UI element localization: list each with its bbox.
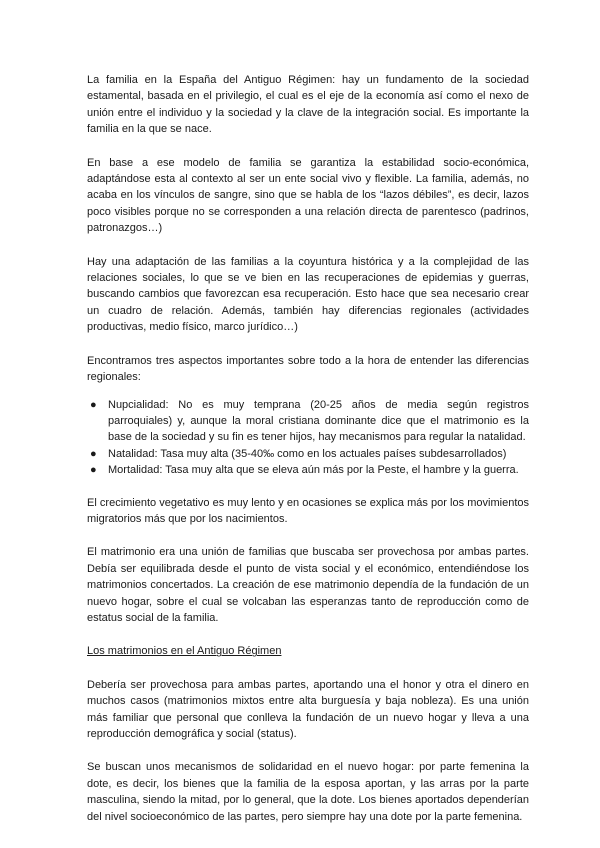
paragraph-solidarity: Se buscan unos mecanismos de solidaridad en el nuevo hogar: por parte femenina la dote, es decir, los bienes que la familia de la esposa aportan, y las arras por la parte masculina, siendo la mitad, por lo general, que la dote. Los bienes aportados dependerían del nivel socioeconómico de las partes, pero siempre hay una dote por la parte femenina. xyxy=(87,761,529,823)
section-heading: Los matrimonios en el Antiguo Régimen xyxy=(87,645,282,658)
list-item-text: Nupcialidad: No es muy temprana (20-25 años de media según registros parroquiales) y, aunque la moral cristiana dominante dice que el matrimonio es la base de la sociedad y su fin es tener hijos, hay mecanismos para regular la natalidad. xyxy=(108,398,529,444)
paragraph-family-model: En base a ese modelo de familia se garantiza la estabilidad socio-económica, adaptándose esta al contexto al ser un ente social vivo y flexible. La familia, además, no acaba en los vínculos de sangre, sino que se habla de los “lazos débiles”, es decir, lazos poco visibles porque no se corresponden a una relación directa de parentesco (padrinos, patronazgos…) xyxy=(87,156,529,235)
bullet-icon: ● xyxy=(90,464,97,477)
list-item-text: Mortalidad: Tasa muy alta que se eleva aún más por la Peste, el hambre y la guerra. xyxy=(108,464,519,477)
list-item xyxy=(90,462,529,478)
paragraph-marriage-benefit: Debería ser provechosa para ambas partes, aportando una el honor y otra el dinero en muchos casos (matrimonios mixtos entre alta burguesía y baja nobleza). Es una unión más familiar que personal que conlleva la fundación de un nuevo hogar y lleva a una reproducción demográfica y social (status). xyxy=(87,678,529,740)
list-item xyxy=(90,397,529,446)
paragraph-growth: El crecimiento vegetativo es muy lento y en ocasiones se explica más por los movimientos migratorios más que por los nacimientos. xyxy=(87,496,529,525)
list-item xyxy=(90,446,529,462)
list-item-text: Natalidad: Tasa muy alta (35-40‰ como en los actuales países subdesarrollados) xyxy=(108,447,507,460)
paragraph-adaptation: Hay una adaptación de las familias a la coyuntura histórica y a la complejidad de las relaciones sociales, lo que se ve bien en las recuperaciones de epidemias y guerras, buscando cambios que favorezcan esa recuperación. Esto hace que sea necesario crear un cuadro de relación. Además, también hay diferencias regionales (actividades productivas, medio físico, marco jurídico…) xyxy=(87,255,529,334)
bullet-icon: ● xyxy=(90,398,97,411)
paragraph-family-intro: La familia en la España del Antiguo Régimen: hay un fundamento de la sociedad estamental, basada en el privilegio, el cual es el eje de la economía así como el nexo de unión entre el individuo y la sociedad y la clave de la integración social. Es importante la familia en la que se nace. xyxy=(87,74,529,136)
paragraph-marriage: El matrimonio era una unión de familias que buscaba ser provechosa por ambas partes. Debía ser equilibrada desde el punto de vista social y el económico, entendiéndose los matrimonios concertados. La creación de ese matrimonio dependía de la fundación de un nuevo hogar, sobre el cual se volcaban las esperanzas tanto de reproducción como de estatus social de la familia. xyxy=(87,546,529,624)
paragraph-regional-aspects: Encontramos tres aspectos importantes sobre todo a la hora de entender las diferencias regionales: xyxy=(87,354,529,384)
bullet-list xyxy=(87,397,529,479)
bullet-icon: ● xyxy=(90,447,97,460)
